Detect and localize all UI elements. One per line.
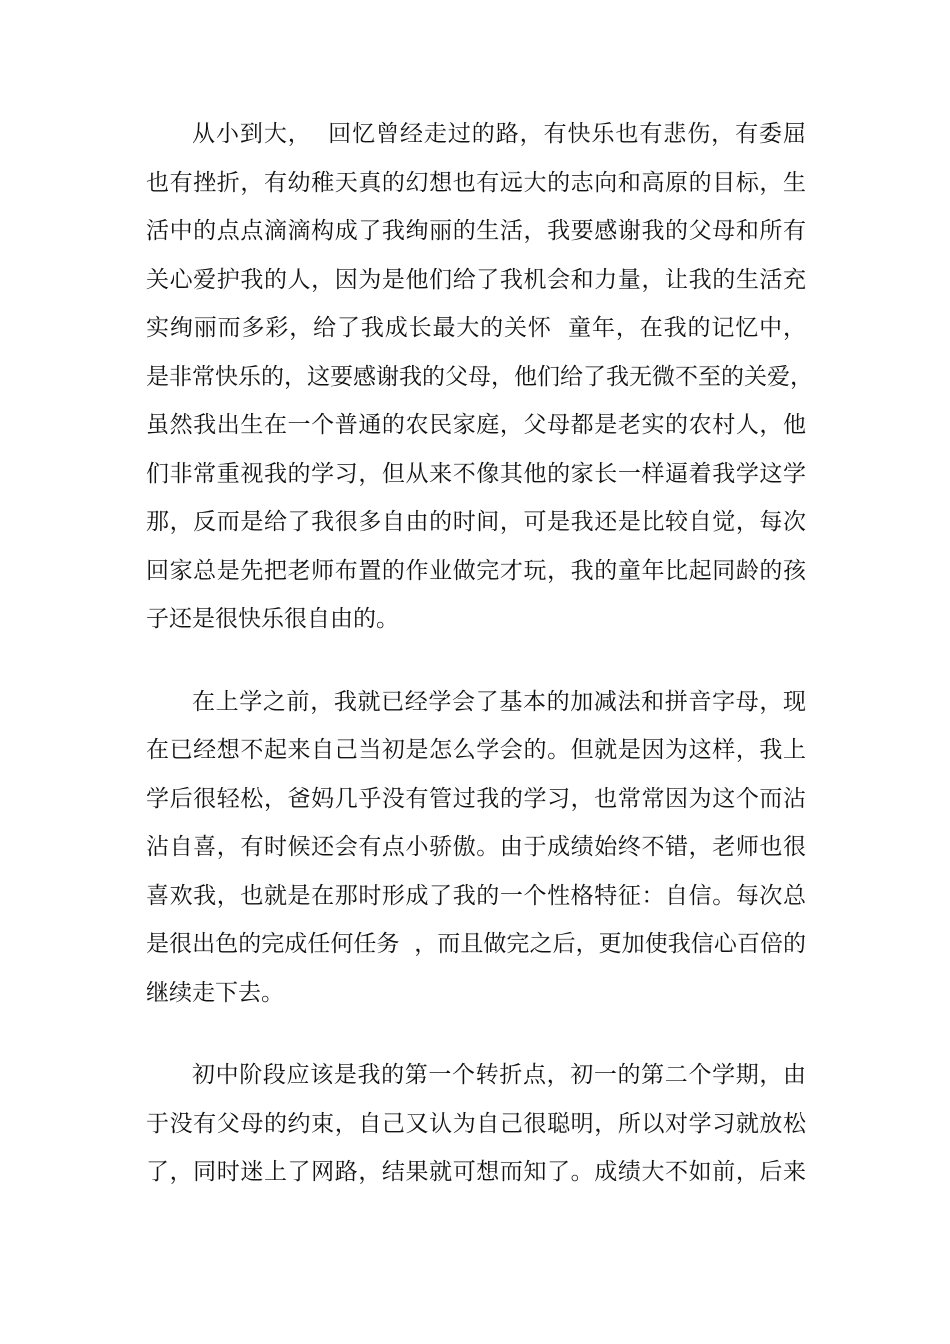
text-line: 从小到大， 回忆曾经走过的路，有快乐也有悲伤，有委屈 xyxy=(192,121,806,147)
text-line: 关心爱护我的人，因为是他们给了我机会和力量，让我的生活充 xyxy=(146,266,806,293)
paragraph-middle-school xyxy=(146,1051,806,1197)
text-line: 喜欢我，也就是在那时形成了我的一个性格特征：自信。每次总 xyxy=(146,882,806,909)
text-line: 活中的点点滴滴构成了我绚丽的生活，我要感谢我的父母和所有 xyxy=(146,218,806,244)
text-line: 于没有父母的约束，自己又认为自己很聪明，所以对学习就放松 xyxy=(146,1110,806,1137)
paragraph-childhood xyxy=(146,110,813,644)
text-line: 初中阶段应该是我的第一个转折点，初一的第二个学期，由 xyxy=(192,1062,806,1088)
paragraph-spacer xyxy=(146,644,806,678)
text-line: 也有挫折，有幼稚天真的幻想也有远大的志向和高原的目标，生 xyxy=(146,169,806,196)
text-line: 那，反而是给了我很多自由的时间，可是我还是比较自觉，每次 xyxy=(146,509,806,535)
text-line: 子还是很快乐很自由的。 xyxy=(146,606,399,632)
paragraph-school xyxy=(146,678,806,1018)
text-line: 在已经想不起来自己当初是怎么学会的。但就是因为这样，我上 xyxy=(146,737,806,763)
text-line: 是很出色的完成任何任务 ，而且做完之后，更加使我信心百倍的 xyxy=(146,931,806,957)
text-line: 在上学之前，我就已经学会了基本的加减法和拼音字母，现 xyxy=(192,688,806,715)
text-line: 虽然我出生在一个普通的农民家庭，父母都是老实的农村人，他 xyxy=(146,412,806,438)
text-line: 实绚丽而多彩，给了我成长最大的关怀 童年，在我的记忆中， xyxy=(146,315,806,341)
text-line: 们非常重视我的学习，但从来不像其他的家长一样逼着我学这学 xyxy=(146,460,806,487)
text-line: 沾自喜，有时候还会有点小骄傲。由于成绩始终不错，老师也很 xyxy=(146,834,806,860)
text-line: 学后很轻松，爸妈几乎没有管过我的学习，也常常因为这个而沾 xyxy=(146,785,806,812)
paragraph-spacer xyxy=(146,1017,806,1051)
text-line: 继续走下去。 xyxy=(146,979,284,1006)
document-body xyxy=(146,110,813,1197)
text-line: 回家总是先把老师布置的作业做完才玩，我的童年比起同龄的孩 xyxy=(146,557,806,584)
text-line: 是非常快乐的，这要感谢我的父母，他们给了我无微不至的关爱， xyxy=(146,363,813,390)
text-line: 了，同时迷上了网路，结果就可想而知了。成绩大不如前，后来 xyxy=(146,1159,806,1185)
